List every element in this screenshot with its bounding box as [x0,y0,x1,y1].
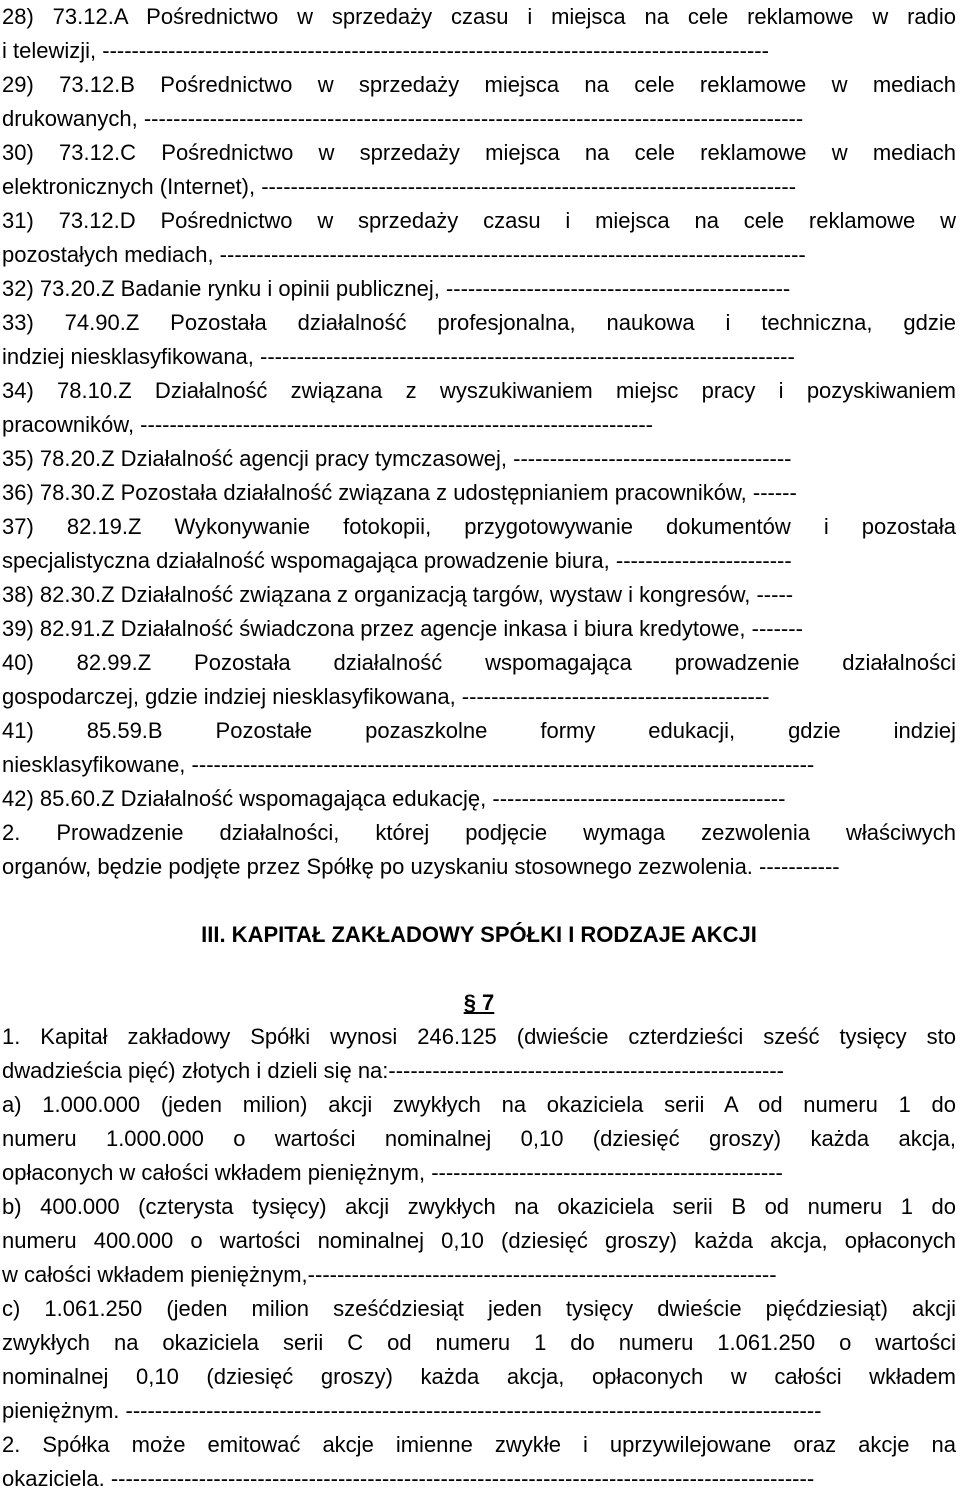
text-line: 31) 73.12.D Pośrednictwo w sprzedaży czasu i miejsca na cele reklamowe w [2,208,956,233]
text-line: 1. Kapitał zakładowy Spółki wynosi 246.125 (dwieście czterdzieści sześć tysięcy sto [2,1024,956,1049]
text-line: a) 1.000.000 (jeden milion) akcji zwykłych na okaziciela serii A od numeru 1 do [2,1092,956,1117]
text-line: indziej niesklasyfikowana, ------------------------------------------------------------------------- [2,344,795,369]
text-line: 37) 82.19.Z Wykonywanie fotokopii, przygotowywanie dokumentów i pozostała [2,514,956,539]
text-line: w całości wkładem pieniężnym,---------------------------------------------------------------- [2,1262,777,1287]
text-line: 40) 82.99.Z Pozostała działalność wspomagająca prowadzenie działalności [2,650,956,675]
text-line: 30) 73.12.C Pośrednictwo w sprzedaży miejsca na cele reklamowe w mediach [2,140,956,165]
text-line: opłaconych w całości wkładem pieniężnym, ------------------------------------------------ [2,1160,783,1185]
text-line: numeru 400.000 o wartości nominalnej 0,10 (dziesięć groszy) każda akcja, opłaconych [2,1228,956,1253]
text-line: elektronicznych (Internet), ------------------------------------------------------------------------- [2,174,797,199]
text-line: okaziciela. ------------------------------------------------------------------------------------------------ [2,1466,815,1491]
text-line: numeru 1.000.000 o wartości nominalnej 0,10 (dziesięć groszy) każda akcja, [2,1126,956,1151]
text-line: zwykłych na okaziciela serii C od numeru 1 do numeru 1.061.250 o wartości [2,1330,956,1355]
text-line: 34) 78.10.Z Działalność związana z wyszukiwaniem miejsc pracy i pozyskiwaniem [2,378,956,403]
text-line: i telewizji, ------------------------------------------------------------------------------------------- [2,38,769,63]
capital-clauses [2,1020,956,1496]
text-line: 28) 73.12.A Pośrednictwo w sprzedaży czasu i miejsca na cele reklamowe w radio [2,4,956,29]
text-line: gospodarczej, gdzie indziej niesklasyfikowana, ------------------------------------------ [2,684,770,709]
text-line: b) 400.000 (czterysta tysięcy) akcji zwykłych na okaziciela serii B od numeru 1 do [2,1194,956,1219]
text-line: specjalistyczna działalność wspomagająca prowadzenie biura, ------------------------ [2,548,792,573]
text-line: 32) 73.20.Z Badanie rynku i opinii publicznej, ----------------------------------------------- [2,276,791,301]
text-line: 29) 73.12.B Pośrednictwo w sprzedaży miejsca na cele reklamowe w mediach [2,72,956,97]
text-line: c) 1.061.250 (jeden milion sześćdziesiąt jeden tysięcy dwieście pięćdziesiąt) akcji [2,1296,956,1321]
text-line: drukowanych, ------------------------------------------------------------------------------------------ [2,106,804,131]
paragraph-mark: § 7 [463,990,495,1015]
text-line: 2. Prowadzenie działalności, której podjęcie wymaga zezwolenia właściwych [2,820,956,845]
text-line: nominalnej 0,10 (dziesięć groszy) każda akcja, opłaconych w całości wkładem [2,1364,956,1389]
text-line: dwadzieścia pięć) złotych i dzieli się na:------------------------------------------------------ [2,1058,785,1083]
text-line: 38) 82.30.Z Działalność związana z organizacją targów, wystaw i kongresów, ----- [2,582,794,607]
text-line: organów, będzie podjęte przez Spółkę po uzyskaniu stosownego zezwolenia. ----------- [2,854,840,879]
activity-list [2,0,956,884]
text-line: 36) 78.30.Z Pozostała działalność związana z udostępnianiem pracowników, ------ [2,480,797,505]
text-line: 2. Spółka może emitować akcje imienne zwykłe i uprzywilejowane oraz akcje na [2,1432,956,1457]
text-line: pieniężnym. ----------------------------------------------------------------------------------------------- [2,1398,822,1423]
section-heading: III. KAPITAŁ ZAKŁADOWY SPÓŁKI I RODZAJE AKCJI [201,922,757,947]
text-line: niesklasyfikowane, ------------------------------------------------------------------------------------- [2,752,815,777]
text-line: 35) 78.20.Z Działalność agencji pracy tymczasowej, -------------------------------------- [2,446,792,471]
text-line: 39) 82.91.Z Działalność świadczona przez agencje inkasa i biura kredytowe, ------- [2,616,803,641]
text-line: 33) 74.90.Z Pozostała działalność profesjonalna, naukowa i techniczna, gdzie [2,310,956,335]
text-line: pozostałych mediach, -------------------------------------------------------------------------------- [2,242,806,267]
text-line: 42) 85.60.Z Działalność wspomagająca edukację, ---------------------------------------- [2,786,786,811]
text-line: pracowników, ---------------------------------------------------------------------- [2,412,654,437]
text-line: 41) 85.59.B Pozostałe pozaszkolne formy edukacji, gdzie indziej [2,718,956,743]
